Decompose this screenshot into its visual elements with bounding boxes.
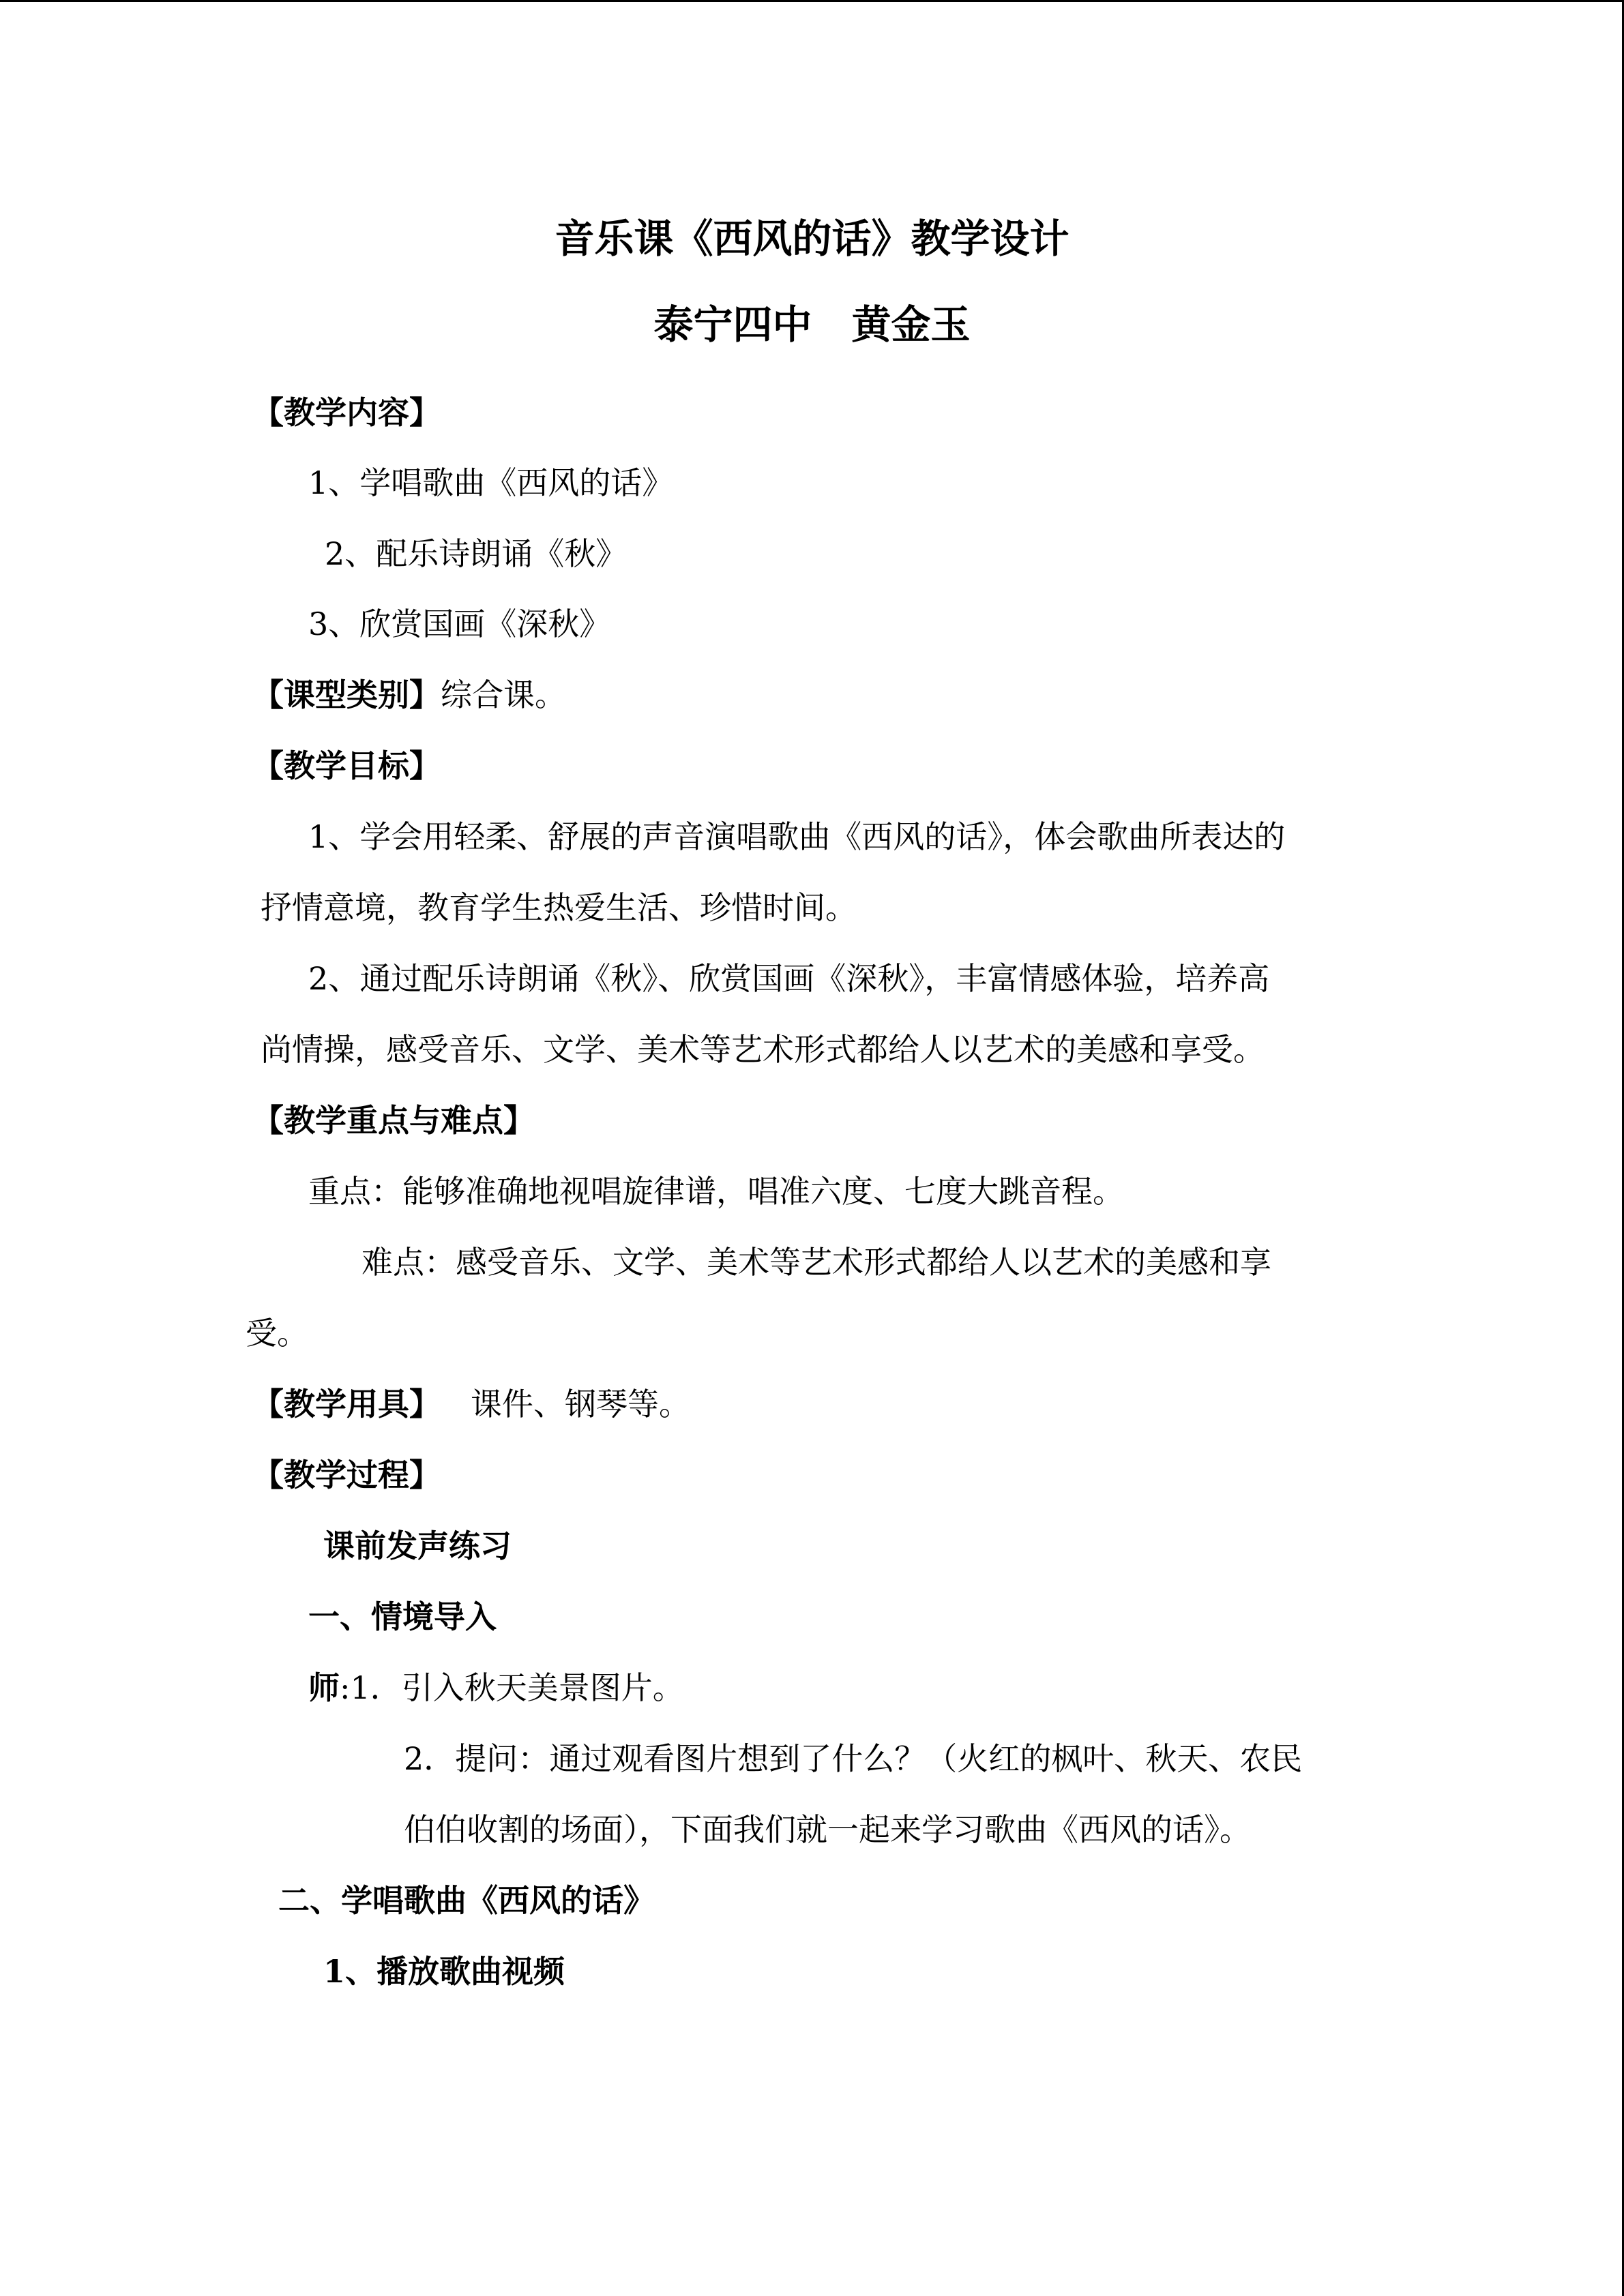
section-1-step-1-text: :1．引入秋天美景图片。 (340, 1669, 684, 1706)
warmup-label: 课前发声练习 (323, 1527, 512, 1564)
content-item-3: 3、欣赏国画《深秋》 (308, 606, 611, 642)
tools-value: 课件、钢琴等。 (471, 1386, 690, 1422)
objectives-heading: 【教学目标】 (252, 747, 441, 784)
objective-1-line-2: 抒情意境，教育学生热爱生活、珍惜时间。 (261, 889, 857, 926)
process-heading: 【教学过程】 (252, 1457, 441, 1493)
document-title: 音乐课《西风的话》教学设计 (555, 215, 1069, 262)
section-2-heading: 二、学唱歌曲《西风的话》 (278, 1882, 655, 1919)
content-heading: 【教学内容】 (252, 394, 441, 431)
content-item-1: 1、学唱歌曲《西风的话》 (308, 464, 674, 501)
content-item-2: 2、配乐诗朗诵《秋》 (325, 535, 628, 572)
lesson-type-heading: 【课型类别】 (252, 676, 441, 713)
page-border-top (0, 0, 1624, 2)
lesson-type-value: 综合课。 (441, 676, 566, 713)
section-1-step-1 (308, 1667, 684, 1708)
objective-2-line-2: 尚情操，感受音乐、文学、美术等艺术形式都给人以艺术的美感和享受。 (261, 1031, 1265, 1068)
teacher-label: 师 (308, 1669, 340, 1706)
tools-heading: 【教学用具】 (252, 1386, 441, 1422)
objective-1-line-1: 1、学会用轻柔、舒展的声音演唱歌曲《西风的话》，体会歌曲所表达的 (308, 818, 1286, 855)
section-1-step-2-line-1: 2．提问：通过观看图片想到了什么？（火红的枫叶、秋天、农民 (404, 1740, 1303, 1777)
key-point-difficulty-line-1: 难点：感受音乐、文学、美术等艺术形式都给人以艺术的美感和享 (361, 1244, 1271, 1281)
key-point-focus: 重点：能够准确地视唱旋律谱，唱准六度、七度大跳音程。 (308, 1173, 1124, 1210)
objective-2-line-1: 2、通过配乐诗朗诵《秋》、欣赏国画《深秋》，丰富情感体验，培养高 (308, 960, 1270, 997)
document-author: 泰宁四中 黄金玉 (653, 301, 971, 348)
section-2-step-1: 1、播放歌曲视频 (323, 1953, 565, 1990)
section-1-heading: 一、情境导入 (308, 1598, 497, 1635)
section-1-step-2-line-2: 伯伯收割的场面），下面我们就一起来学习歌曲《西风的话》。 (404, 1811, 1251, 1848)
key-points-heading: 【教学重点与难点】 (252, 1102, 535, 1139)
lesson-type-row (252, 674, 566, 715)
key-point-difficulty-line-2: 受。 (246, 1315, 308, 1352)
tools-row (252, 1384, 690, 1425)
